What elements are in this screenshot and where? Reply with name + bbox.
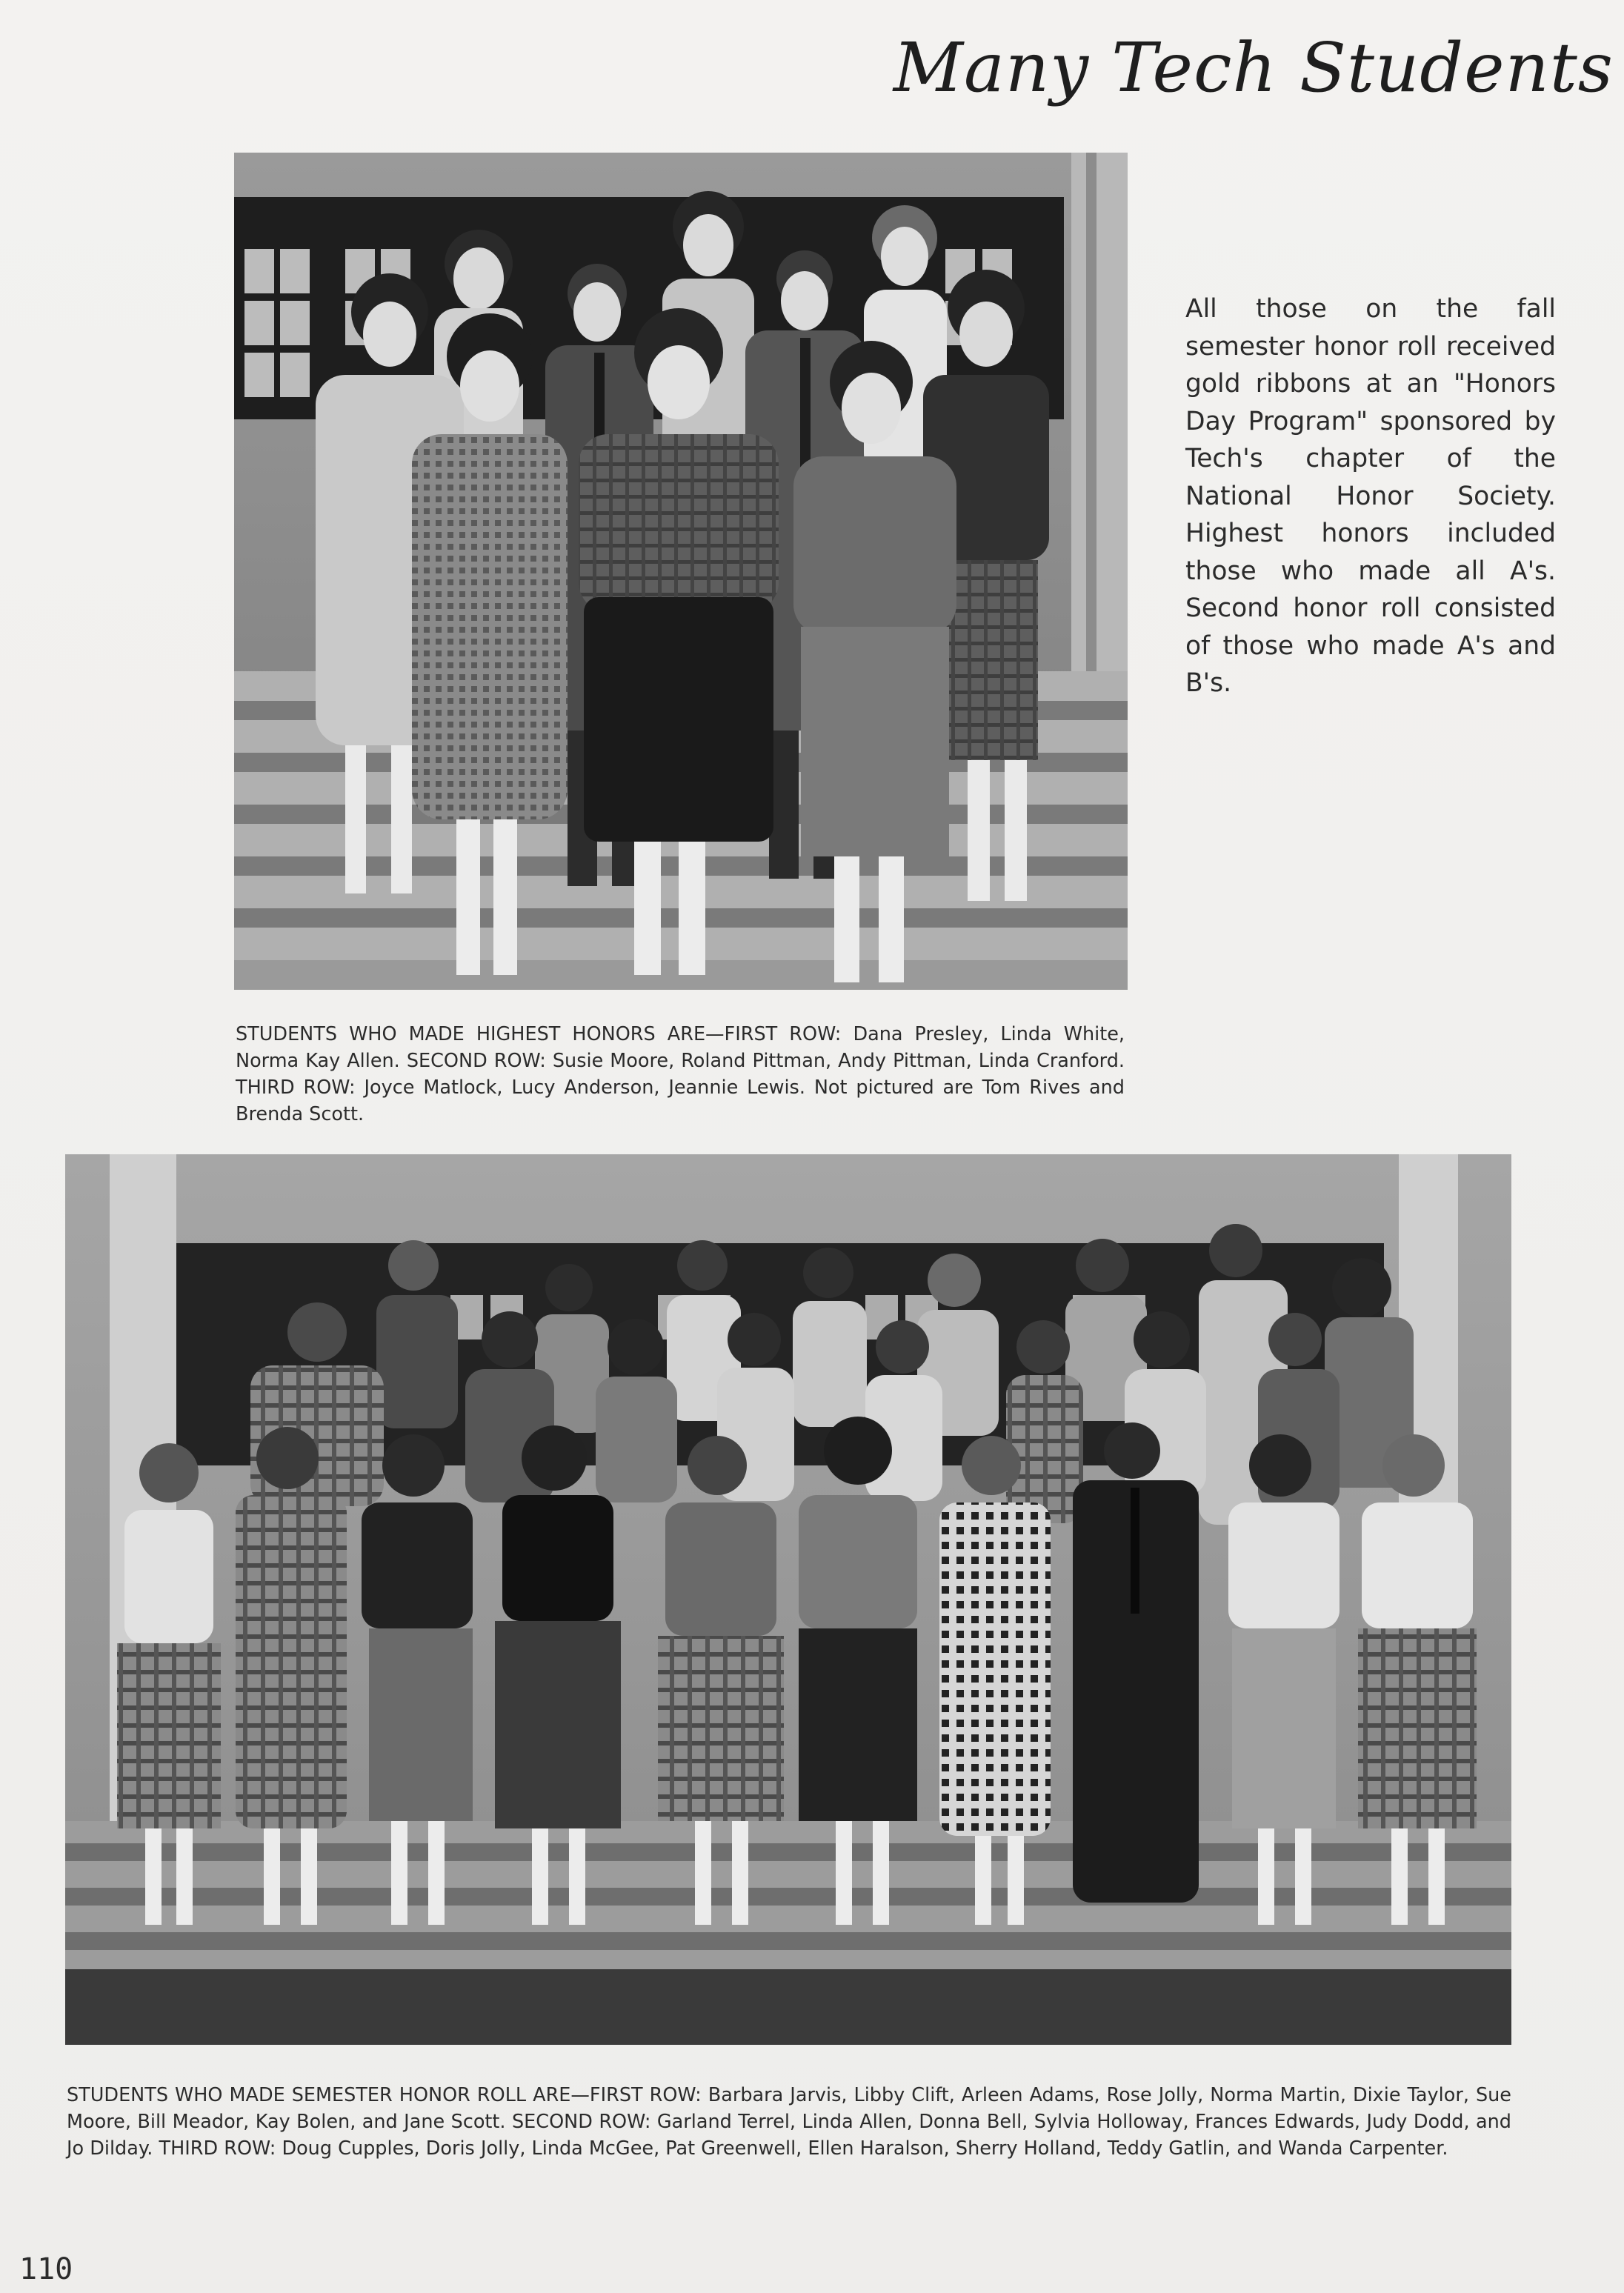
semester-honor-roll-caption: STUDENTS WHO MADE SEMESTER HONOR ROLL ARE—FIRST ROW: Barbara Jarvis, Libby Clift, Arleen Adams, Rose Jolly, Norma Martin, Dixie Taylor, Sue Moore, Bill Meador, Kay Bolen, and Jane Scott. SECOND ROW: Garland Terrel, Linda Allen, Donna Bell, Sylvia Holloway, Frances Edwards, Judy Dodd, and Jo Dilday. THIRD ROW: Doug Cupples, Doris Jolly, Linda McGee, Pat Greenwell, Ellen Haralson, Sherry Holland, Teddy Gatlin, and Wanda Carpenter. (67, 2084, 1511, 2160)
page-headline: Many Tech Students (893, 28, 1614, 107)
highest-honors-photo (234, 153, 1128, 990)
page-number: 110 (19, 2252, 73, 2286)
honors-description: All those on the fall semester honor roll received gold ribbons at an "Honors Day Program" sponsored by Tech's chapter of the National Honor Society. Highest honors included those who made all A's. Second honor roll consisted of those who made A's and B's. (1185, 294, 1556, 698)
highest-honors-photo-image (234, 153, 1128, 990)
semester-honor-roll-photo (65, 1154, 1511, 2045)
highest-honors-caption: STUDENTS WHO MADE HIGHEST HONORS ARE—FIRST ROW: Dana Presley, Linda White, Norma Kay Allen. SECOND ROW: Susie Moore, Roland Pittman, Andy Pittman, Linda Cranford. THIRD ROW: Joyce Matlock, Lucy Anderson, Jeannie Lewis. Not pictured are Tom Rives and Brenda Scott. (236, 1023, 1125, 1125)
semester-honor-roll-photo-image (65, 1154, 1511, 2045)
